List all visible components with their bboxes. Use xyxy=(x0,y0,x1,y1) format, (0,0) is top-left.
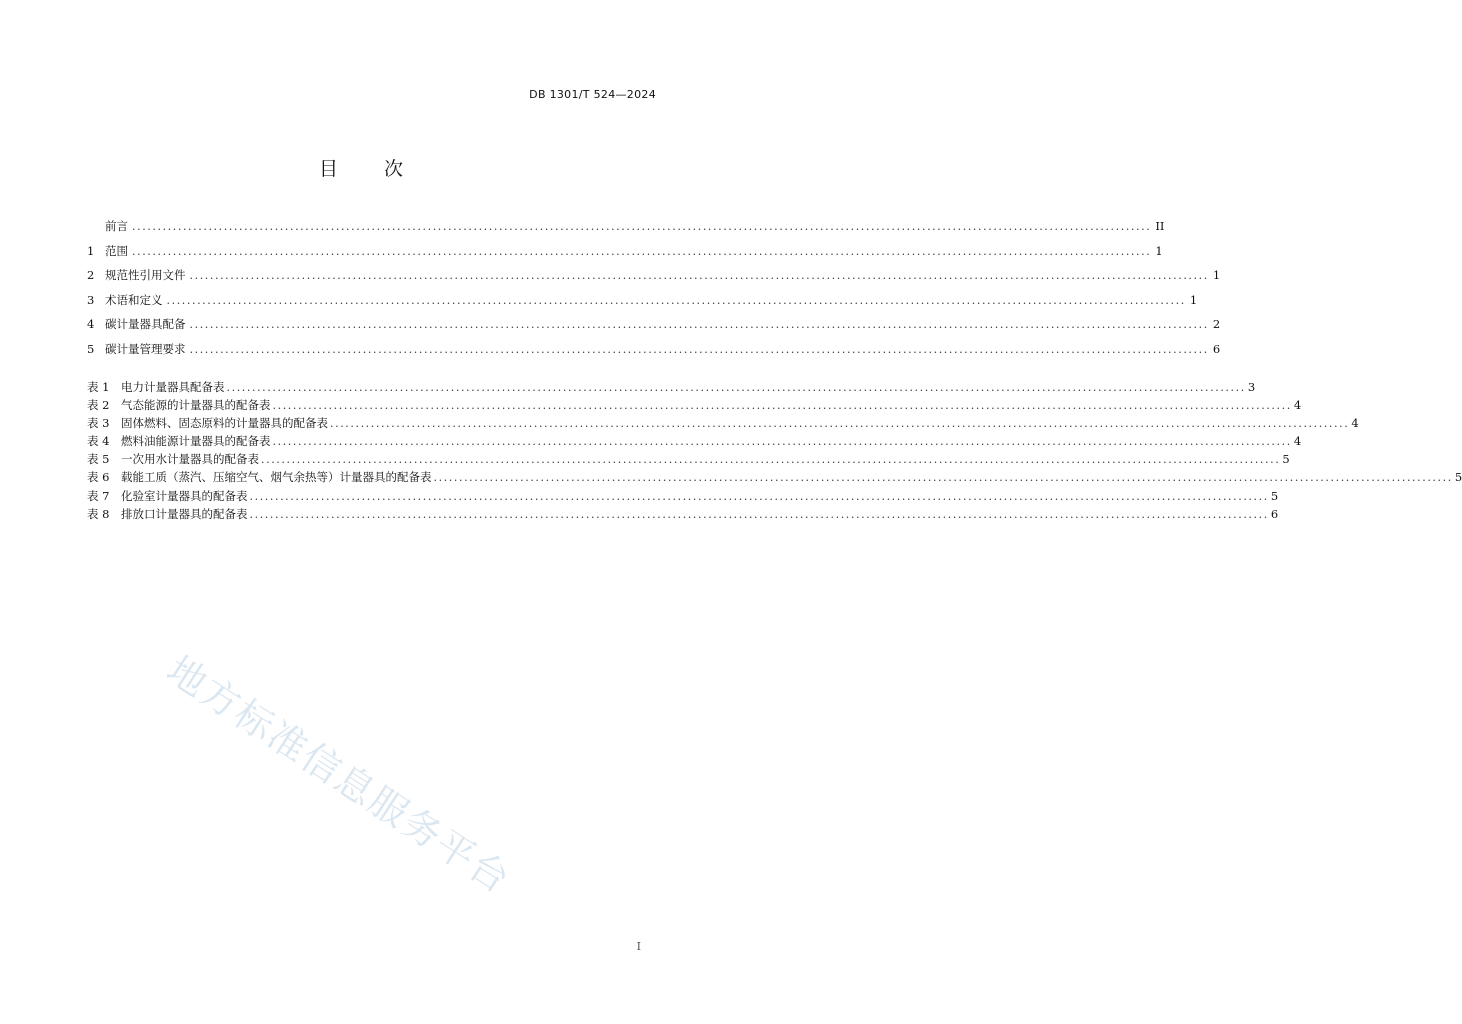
entry-label: 排放口计量器具的配备表 xyxy=(121,506,248,521)
entry-page-number: 5 xyxy=(1282,452,1290,467)
table-list-entry[interactable] xyxy=(87,415,1359,433)
entry-number: 1 xyxy=(87,243,95,258)
document-code: DB 1301/T 524—2024 xyxy=(529,88,656,101)
entry-number: 表 2 xyxy=(87,398,110,413)
entry-label: 气态能源的计量器具的配备表 xyxy=(121,398,271,413)
entry-label: 前言 xyxy=(105,219,128,233)
dot-leader: ........................................................................................................................................................................................................ xyxy=(166,293,1186,307)
dot-leader: ........................................................................................................................................................................................................ xyxy=(189,318,1209,332)
entry-number: 表 1 xyxy=(87,380,110,394)
toc-entry[interactable] xyxy=(87,218,1165,243)
dot-leader: ........................................................................................................................................................................................................ xyxy=(132,220,1152,233)
dot-leader: ........................................................................................................................................................................................................ xyxy=(272,435,1292,449)
entry-page-number: 3 xyxy=(1247,380,1256,394)
entry-number: 表 4 xyxy=(87,434,110,449)
entry-number: 3 xyxy=(87,292,95,307)
entry-page-number: 4 xyxy=(1293,434,1302,449)
entry-label: 电力计量器具配备表 xyxy=(121,380,225,394)
entry-number: 表 6 xyxy=(87,470,110,485)
entry-number: 表 5 xyxy=(87,452,110,467)
table-of-contents xyxy=(87,218,1221,366)
toc-entry[interactable] xyxy=(87,292,1198,317)
table-list-entry[interactable] xyxy=(87,433,1302,451)
entry-page-number: 1 xyxy=(1155,243,1163,258)
entry-number: 表 7 xyxy=(87,488,110,503)
dot-leader: ........................................................................................................................................................................................................ xyxy=(189,269,1209,283)
dot-leader: ........................................................................................................................................................................................................ xyxy=(226,381,1246,394)
entry-label: 碳计量管理要求 xyxy=(105,341,186,356)
dot-leader: ........................................................................................................................................................................................................ xyxy=(261,453,1281,467)
table-list-entry[interactable] xyxy=(87,488,1279,506)
toc-entry[interactable] xyxy=(87,267,1221,292)
entry-label: 载能工质（蒸汽、压缩空气、烟气余热等）计量器具的配备表 xyxy=(121,470,432,485)
entry-label: 固体燃料、固态原料的计量器具的配备表 xyxy=(121,416,328,431)
table-list-entry[interactable] xyxy=(87,379,1256,397)
toc-entry[interactable] xyxy=(87,341,1221,366)
page-number: I xyxy=(636,940,641,953)
entry-page-number: 1 xyxy=(1189,292,1198,307)
dot-leader: ........................................................................................................................................................................................................ xyxy=(330,417,1350,431)
entry-label: 规范性引用文件 xyxy=(105,268,186,283)
entry-label: 一次用水计量器具的配备表 xyxy=(121,452,259,467)
entry-label: 碳计量器具配备 xyxy=(105,317,186,332)
entry-page-number: 2 xyxy=(1212,317,1221,332)
entry-number: 2 xyxy=(87,268,95,283)
entry-number: 表 3 xyxy=(87,416,110,431)
entry-page-number: 1 xyxy=(1212,268,1221,283)
entry-label: 术语和定义 xyxy=(105,292,163,307)
page-title xyxy=(0,154,724,181)
watermark: 地方标准信息服务平台 xyxy=(159,647,519,903)
toc-entry[interactable] xyxy=(87,243,1163,268)
entry-number: 5 xyxy=(87,341,95,356)
title-part-1: 目 xyxy=(318,158,340,180)
list-of-tables xyxy=(87,379,1462,524)
entry-label: 燃料油能源计量器具的配备表 xyxy=(121,434,271,449)
dot-leader: ........................................................................................................................................................................................................ xyxy=(433,471,1453,485)
table-list-entry[interactable] xyxy=(87,469,1462,487)
entry-label: 化验室计量器具的配备表 xyxy=(121,488,248,503)
entry-number: 4 xyxy=(87,317,95,332)
dot-leader: ........................................................................................................................................................................................................ xyxy=(272,399,1292,413)
entry-label: 范围 xyxy=(105,243,128,258)
dot-leader: ........................................................................................................................................................................................................ xyxy=(189,342,1209,356)
entry-page-number: 6 xyxy=(1212,341,1221,356)
entry-page-number: 4 xyxy=(1351,416,1359,431)
entry-number: 表 8 xyxy=(87,506,110,521)
table-list-entry[interactable] xyxy=(87,397,1302,415)
entry-page-number: 5 xyxy=(1270,488,1279,503)
toc-entry[interactable] xyxy=(87,316,1221,341)
title-part-2: 次 xyxy=(384,158,406,180)
dot-leader: ........................................................................................................................................................................................................ xyxy=(249,489,1269,503)
dot-leader: ........................................................................................................................................................................................................ xyxy=(132,244,1152,258)
table-list-entry[interactable] xyxy=(87,451,1290,469)
table-list-entry[interactable] xyxy=(87,506,1279,524)
entry-page-number: 6 xyxy=(1270,506,1279,521)
entry-page-number: II xyxy=(1155,219,1165,233)
entry-page-number: 4 xyxy=(1293,398,1302,413)
dot-leader: ........................................................................................................................................................................................................ xyxy=(249,507,1269,521)
entry-page-number: 5 xyxy=(1454,470,1462,485)
